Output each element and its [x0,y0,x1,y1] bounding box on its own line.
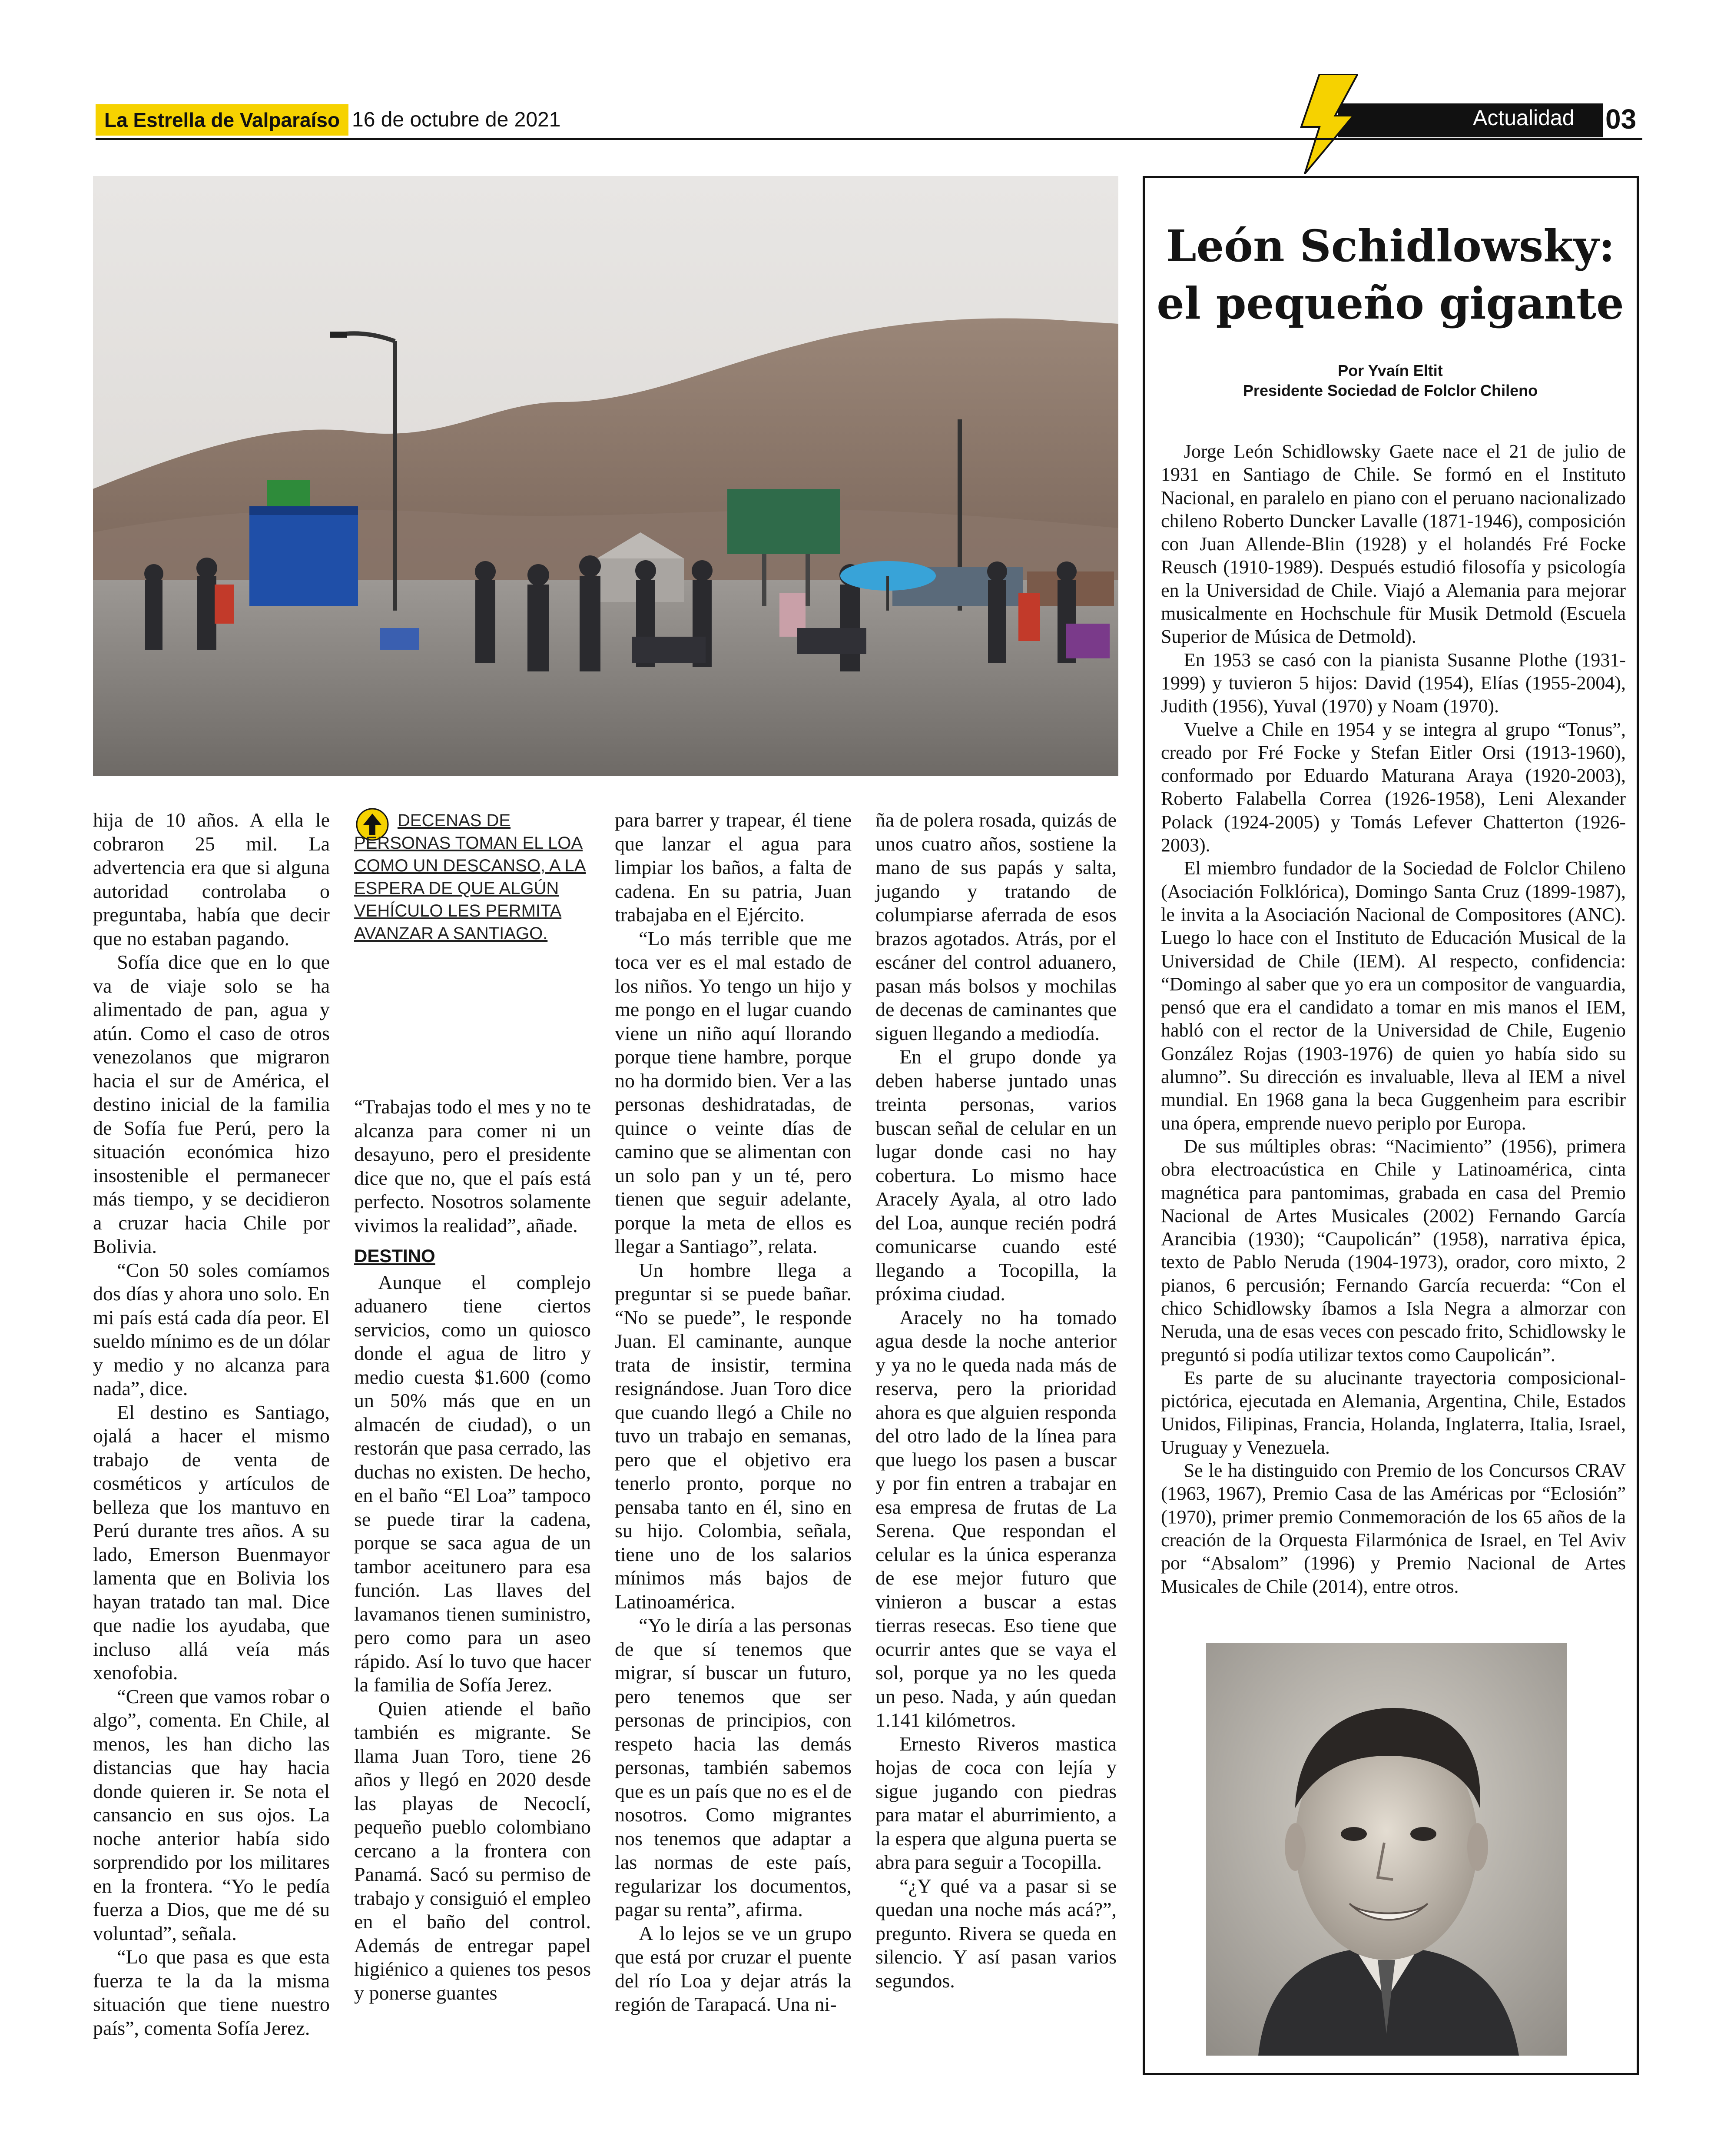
paragraph: Es parte de su alucinante trayectoria composicional-pictórica, ejecutada en Alemania, Argentina, Chile, Estados Unidos, Filipinas, Francia, Holanda, Inglaterra, Italia, Israel, Uruguay y Venezuela. [1161,1367,1626,1458]
paragraph: En el grupo donde ya deben haberse juntado unas treinta personas, varios buscan señal de celular en un lugar donde casi no hay cobertura. Lo mismo hace Aracely Ayala, al otro lado del Loa, aunque recién podrá comunicarse cuando esté llegando a Tocopilla, la próxima ciudad. [875,1046,1117,1305]
paragraph: Jorge León Schidlowsky Gaete nace el 21 de julio de 1931 en Santiago de Chile. Se formó en el Instituto Nacional, en paralelo en piano con el peruano nacionalizado chileno Roberto Duncker Lavalle (1871-1946), composición con Juan Allende-Blin (1928) y el holandés Fré Focke Reusch (1910-1989). Después estudió filosofía y psicología en la Universidad de Chile. Viajó a Alemania para mejorar musicalmente en Hochschule für Musik Detmold (Escuela Superior de Música de Detmold). [1161,441,1626,648]
paragraph: Vuelve a Chile en 1954 y se integra al grupo “Tonus”, creado por Fré Focke y Stefan Eitler Orsi (1913-1960), conformado por Eduardo Maturana Araya (1920-2003), Roberto Falabella Correa (1926-1958), Leni Alexander Polack (1924-2005) y Tomás Lefever Chatterton (1926-2003). [1161,718,1626,856]
section-label: Actualidad [1473,106,1575,130]
paragraph: “Trabajas todo el mes y no te alcanza para comer ni un desayuno, pero el presidente dice que no, que el país está perfecto. Nosotros solamente vivimos la realidad”, añade. [354,1096,591,1236]
byline-role: Presidente Sociedad de Folclor Chileno [1243,382,1538,399]
paragraph: De sus múltiples obras: “Nacimiento” (1956), primera obra electroacústica en Chile y Latinoamérica, cinta magnética para pantomimas, grabada en casa del Premio Nacional de Artes Musicales (2002) Fernando García Arancibia (1930); “Caupolicán” (1958), narrativa épica, texto de Pablo Neruda (1904-1973), orador, coro mixto, 2 pianos, 6 percusión; Fernando García recuerda: “Con el chico Schidlowsky íbamos a Isla Negra a almorzar con Neruda, una de esas veces con pescado frito, Schidlowsky le preguntó si podía utilizar textos como Caupolicán”. [1161,1135,1626,1365]
col1-container [93,808,330,2040]
paragraph: “Lo que pasa es que esta fuerza te la da la misma situación que tiene nuestro país”, comenta Sofía Jerez. [93,1946,330,2039]
paragraph: “Creen que vamos robar o algo”, comenta. En Chile, al menos, les han dicho las distancias que hay hacia donde quieren ir. Se nota el cansancio en sus ojos. La noche anterior había sido sorprendido por los militares en la frontera. “Yo le pedía fuerza a Dios, que me dé su voluntad”, señala. [93,1685,330,1944]
sidebar-title [1156,217,1625,332]
col4-container [875,808,1117,1993]
paragraph: En 1953 se casó con la pianista Susanne Plothe (1931-1999) y tuvieron 5 hijos: David (1954), Elías (1955-2004), Judith (1956), Yuval (1970) y Noam (1970). [1161,649,1626,717]
lightning-bolt-icon [1293,74,1358,174]
col3-container [615,808,852,2016]
sidebar-text [1161,440,1626,1598]
paragraph: hija de 10 años. A ella le cobraron 25 mil. La advertencia era que si alguna autoridad controlaba o preguntaba, había que decir que no estaban pagando. [93,809,330,950]
sidebar-title-line-1: León Schidlowsky: [1166,220,1615,272]
paragraph: El miembro fundador de la Sociedad de Folclor Chileno (Asociación Folklórica), Domingo Santa Cruz (1899-1987), le invita a la Asociación Nacional de Compositores (ANC). Luego lo hace con el Instituto de Educación Musical de la Universidad de Chile (IEM). Al respecto, confidencia: “Domingo al saber que yo era un compositor de vanguardia, pensó que era el candidato a tomar en mis manos el IEM, habló con el rector de la Universidad de Chile, Eugenio González Rojas (1903-1976) de quien yo había sido su alumno”. Su dirección es invaluable, lleva al IEM a nivel mundial. En 1968 gana la beca Guggenheim para escribir una ópera, emprende nuevo periplo por Europa. [1161,857,1626,1134]
byline-author: Por Yvaín Eltit [1338,362,1443,379]
article-column-1 [93,808,330,2040]
paragraph: El destino es Santiago, ojalá a hacer el mismo trabajo de venta de cosméticos y artículos de belleza que los mantuvo en Perú durante tres años. A su lado, Emerson Buenmayor lamenta que en Bolivia los hayan tratado tan mal. Dice que nadie los ayudaba, que incluso allá veía más xenofobia. [93,1401,330,1684]
paragraph: ña de polera rosada, quizás de unos cuatro años, sostiene la mano de sus papás y salta, jugando y tratando de columpiarse aferrada de esos brazos agotados. Atrás, por el escáner del control aduanero, pasan más bolsos y mochilas de decenas de caminantes que siguen llegando a mediodía. [875,809,1117,1044]
photo-caption: DECENAS DE PERSONAS TOMAN EL LOA COMO UN DESCANSO, A LA ESPERA DE QUE ALGÚN VEHÍCULO LES PERMITA AVANZAR A SANTIAGO. [354,811,586,943]
paragraph: “Yo le diría a las personas de que sí tenemos que migrar, sí buscar un futuro, pero tenemos que ser personas de principios, con respeto hacia las demás personas, también sabemos que es un país que no es el de nosotros. Como migrantes nos tenemos que adaptar a las normas de este país, regularizar los documentos, pagar su renta”, afirma. [615,1614,852,1920]
paragraph: Sofía dice que en lo que va de viaje solo se ha alimentado de pan, agua y atún. Como el caso de otros venezolanos que migraron hacia el sur de América, el destino inicial de la familia de Sofía fue Perú, pero la situación económica hizo insostenible el permanecer más tiempo, y se decidieron a cruzar hacia Chile por Bolivia. [93,951,330,1257]
header-rule [96,138,1642,140]
paragraph: Aunque el complejo aduanero tiene ciertos servicios, como un quiosco donde el agua de litro y medio cuesta $1.600 (como un 50% más que en un almacén de ciudad), o un restorán que pasa cerrado, las duchas no existen. De hecho, en el baño “El Loa” tampoco se puede tirar la cadena, porque se saca agua de un tambor aceitunero para esa función. Las llaves del lavamanos tienen suministro, pero como para un aseo rápido. Así lo tuvo que hacer la familia de Sofía Jerez. [354,1271,591,1696]
article-column-4 [875,808,1117,1993]
sidebar-byline [1156,361,1625,401]
paragraph: “¿Y qué va a pasar si se quedan una noche más acá?”, pregunto. Rivera se queda en silencio. Y así pasan varios segundos. [875,1874,1117,1992]
border-crossing-photo [93,176,1118,776]
paragraph: Un hombre llega a preguntar si se puede bañar. “No se puede”, le responde Juan. El caminante, aunque trata de insistir, termina resignándose. Juan Toro dice que cuando llegó a Chile no tuvo un trabajo en semanas, pero que el objetivo era tenerlo pronto, porque no pensaba tanto en él, sino en su hijo. Colombia, señala, tiene uno de los salarios mínimos más bajos de Latinoamérica. [615,1259,852,1613]
portrait-photo [1206,1643,1567,2056]
col2-container [354,1095,591,2005]
page-number: 03 [1605,103,1637,135]
paragraph: Aracely no ha tomado agua desde la noche anterior y ya no le queda nada más de reserva, pero la prioridad ahora es que alguien responda del otro lado de la línea para que luego los pasen a buscar y por fin entren a trabajar en esa empresa de frutas de La Serena. Que respondan el celular es la única esperanza de ese mejor futuro que vinieron a buscar a estas tierras resecas. Eso tiene que ocurrir antes que se vaya el sol, porque ya no les queda un peso. Nada, y aún quedan 1.141 kilómetros. [875,1306,1117,1731]
sidebar-paragraphs [1161,440,1626,1598]
paragraph: Quien atiende el baño también es migrante. Se llama Juan Toro, tiene 26 años y llegó en 2020 desde las playas de Necoclí, pequeño pueblo colombiano cercano a la frontera con Panamá. Sacó su permiso de trabajo y consiguió el empleo en el baño del control. Además de entregar papel higiénico a quienes tos pesos y ponerse guantes [354,1697,591,2004]
masthead: La Estrella de Valparaíso [96,104,348,136]
article-column-2 [354,1095,591,2005]
section-subheading: DESTINO [354,1246,435,1266]
paragraph: Ernesto Riveros mastica hojas de coca con lejía y sigue jugando con piedras para matar el aburrimiento, a la espera que alguna puerta se abra para seguir a Tocopilla. [875,1732,1117,1873]
paragraph: A lo lejos se ve un grupo que está por cruzar el puente del río Loa y dejar atrás la región de Tarapacá. Una ni- [615,1922,852,2015]
paragraph: Se le ha distinguido con Premio de los Concursos CRAV (1963, 1967), Premio Casa de las Américas por “Eclosión” (1970), primer premio Conmemoración de los 65 años de la creación de la Orquesta Filarmónica de Israel, en Tel Aviv por “Absalom” (1996) y Premio Nacional de Artes Musicales de Chile (2014), entre otros. [1161,1460,1626,1597]
article-column-3 [615,808,852,2016]
issue-date: 16 de octubre de 2021 [352,108,561,131]
paragraph: para barrer y trapear, él tiene que lanzar el agua para limpiar los baños, a falta de cadena. En su patria, Juan trabajaba en el Ejército. [615,809,852,926]
sidebar-title-line-2: el pequeño gigante [1157,278,1624,329]
paragraph: “Lo más terrible que me toca ver es el mal estado de los niños. Yo tengo un hijo y me pongo en el lugar cuando viene un niño aquí llorando porque tiene hambre, porque no ha dormido bien. Ver a las personas deshidratadas, de quince o veinte días de camino que se alimentan con un solo pan y un té, pero tienen que seguir adelante, porque la meta de ellos es llegar a Santiago”, relata. [615,927,852,1257]
paragraph: “Con 50 soles comíamos dos días y ahora uno solo. En mi país está cada día peor. El sueldo mínimo es de un dólar y medio y no alcanza para nada”, dice. [93,1259,330,1399]
